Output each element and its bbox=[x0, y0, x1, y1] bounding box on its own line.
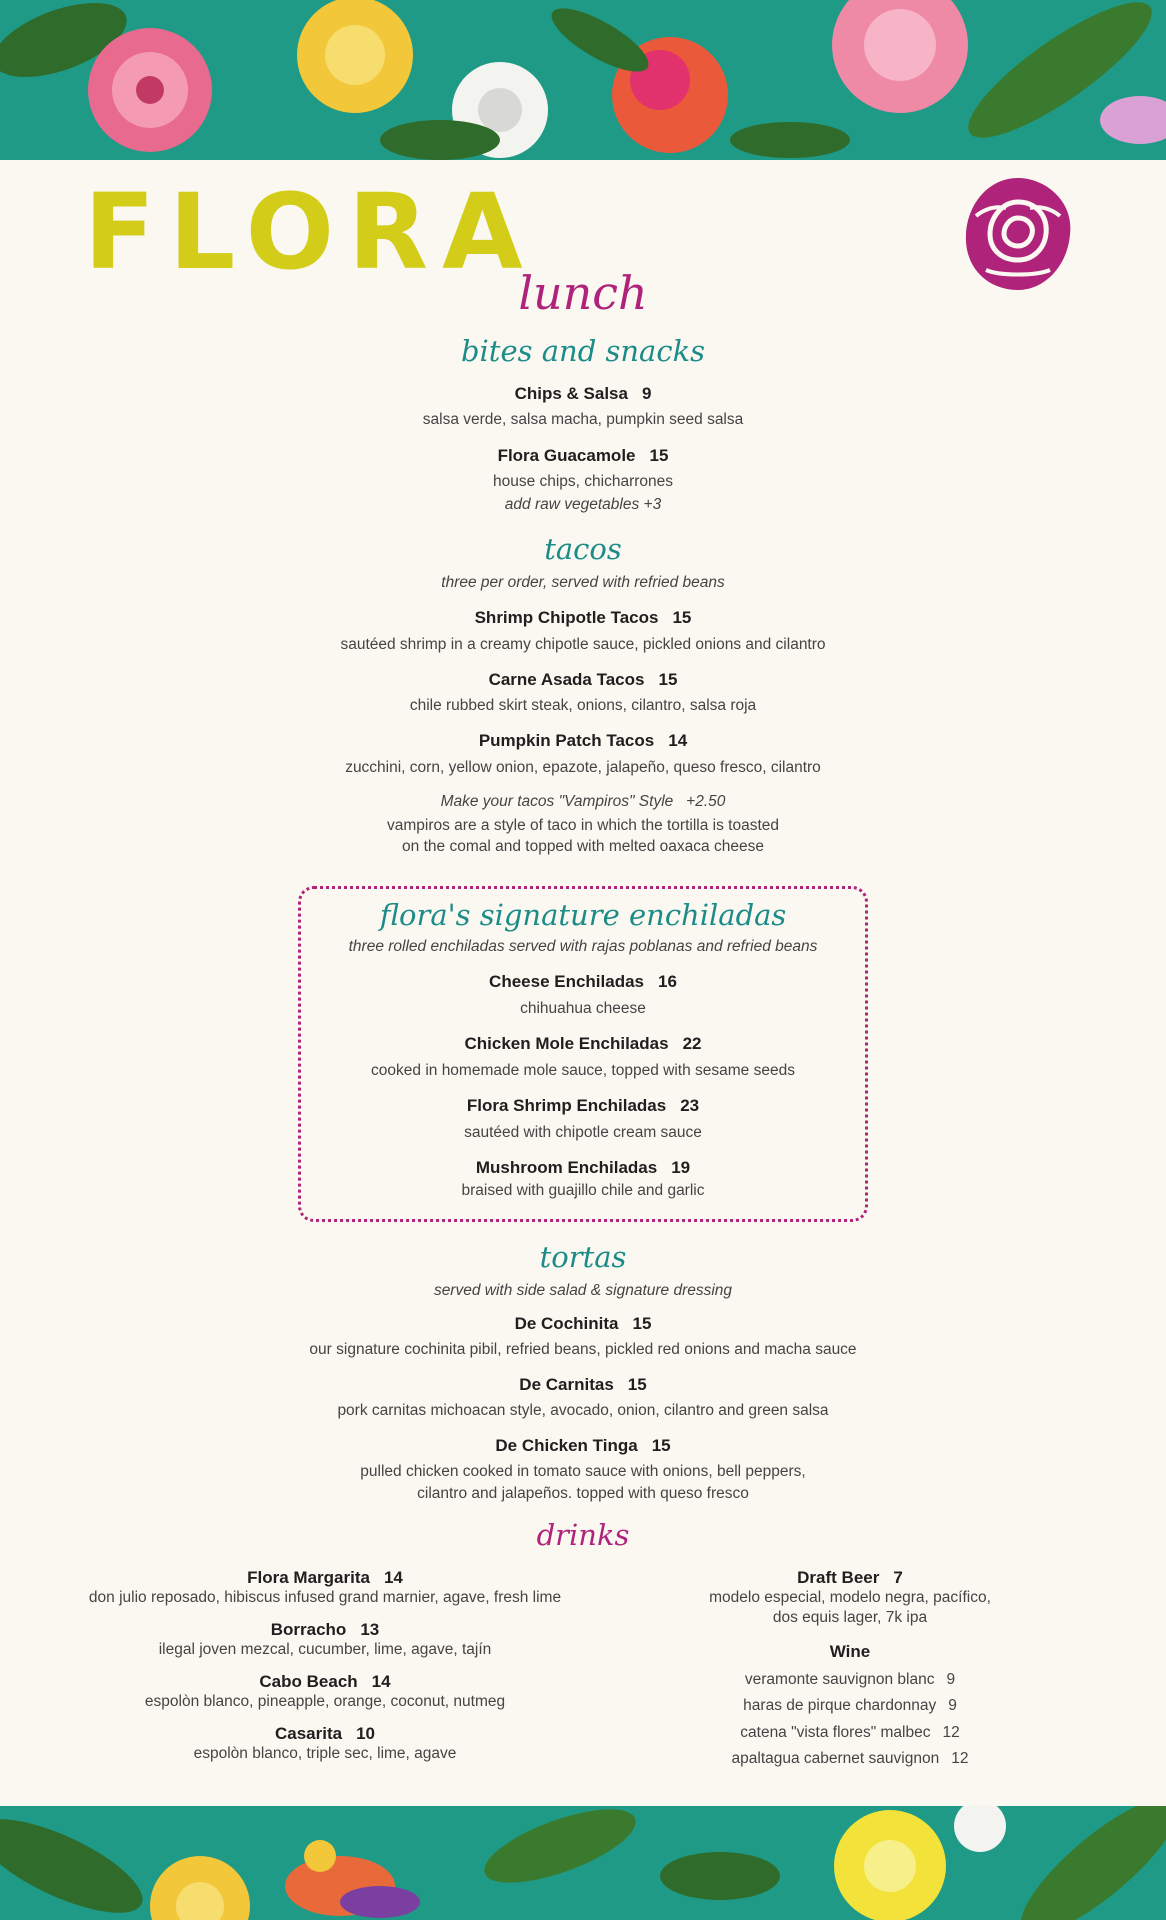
item-name: Chicken Mole Enchiladas bbox=[464, 1034, 669, 1053]
item-name: De Chicken Tinga bbox=[495, 1436, 638, 1455]
wine-price: 12 bbox=[942, 1723, 960, 1741]
item-description: don julio reposado, hibiscus infused grand marnier, agave, fresh lime bbox=[88, 1589, 562, 1606]
item-price: 14 bbox=[383, 1568, 403, 1587]
vampiros-description: vampiros are a style of taco in which the tortilla is toasted bbox=[387, 817, 779, 834]
item-name: Carne Asada Tacos bbox=[488, 670, 645, 689]
section-heading-enchiladas: flora's signature enchiladas bbox=[379, 898, 787, 932]
item-description: sautéed with chipotle cream sauce bbox=[464, 1124, 702, 1141]
menu-item bbox=[0, 1314, 1166, 1334]
menu-item bbox=[0, 731, 1166, 751]
menu-item bbox=[60, 1724, 590, 1744]
menu-item bbox=[0, 608, 1166, 628]
wine-price: 9 bbox=[948, 1697, 957, 1715]
wine-item bbox=[650, 1723, 1050, 1743]
wine-item bbox=[650, 1696, 1050, 1716]
menu-item bbox=[0, 1158, 1166, 1178]
section-heading-tortas: tortas bbox=[539, 1240, 627, 1274]
cocktails-column bbox=[60, 1568, 590, 1765]
item-price: 14 bbox=[668, 731, 688, 750]
item-description: our signature cochinita pibil, refried beans, pickled red onions and macha sauce bbox=[309, 1341, 857, 1358]
wine-name: haras de pirque chardonnay bbox=[743, 1697, 937, 1715]
section-heading-drinks: drinks bbox=[536, 1518, 630, 1552]
item-name: Flora Margarita bbox=[247, 1568, 370, 1587]
brand-logo: FLORA bbox=[84, 171, 537, 293]
section-heading-bites: bites and snacks bbox=[460, 334, 706, 368]
item-price: 9 bbox=[641, 384, 652, 403]
menu-item bbox=[0, 1096, 1166, 1116]
item-name: Shrimp Chipotle Tacos bbox=[474, 608, 659, 627]
item-description: pork carnitas michoacan style, avocado, onion, cilantro and green salsa bbox=[337, 1402, 829, 1419]
section-subtitle: three per order, served with refried beans bbox=[441, 574, 725, 591]
menu-title: lunch bbox=[518, 266, 648, 320]
wine-heading: Wine bbox=[829, 1642, 871, 1662]
item-description: chile rubbed skirt steak, onions, cilantro, salsa roja bbox=[409, 697, 757, 714]
item-price: 15 bbox=[632, 1314, 652, 1333]
menu-item bbox=[60, 1568, 590, 1588]
item-price: 10 bbox=[356, 1724, 376, 1744]
item-price: 15 bbox=[627, 1375, 647, 1394]
item-name: Mushroom Enchiladas bbox=[475, 1158, 658, 1177]
item-description: sautéed shrimp in a creamy chipotle sauce, pickled onions and cilantro bbox=[340, 636, 826, 653]
item-price: 15 bbox=[649, 446, 669, 465]
floral-illustration-top bbox=[0, 0, 1166, 160]
item-description: cooked in homemade mole sauce, topped with sesame seeds bbox=[371, 1062, 795, 1079]
item-description: espolòn blanco, triple sec, lime, agave bbox=[193, 1745, 457, 1763]
item-name: Draft Beer bbox=[797, 1568, 880, 1587]
item-price: 7 bbox=[893, 1568, 903, 1587]
item-description: modelo especial, modelo negra, pacífico, bbox=[709, 1589, 991, 1606]
floral-illustration-bottom bbox=[0, 1806, 1166, 1920]
item-price: 14 bbox=[371, 1672, 391, 1692]
item-note: add raw vegetables +3 bbox=[504, 496, 662, 513]
item-price: 13 bbox=[360, 1620, 380, 1640]
item-description: espolòn blanco, pineapple, orange, coconut, nutmeg bbox=[144, 1693, 506, 1711]
menu-item bbox=[60, 1620, 590, 1640]
item-name: Pumpkin Patch Tacos bbox=[478, 731, 655, 750]
item-description: dos equis lager, 7k ipa bbox=[772, 1609, 928, 1627]
item-description: chihuahua cheese bbox=[520, 1000, 646, 1017]
item-description: house chips, chicharrones bbox=[492, 473, 674, 490]
item-name: De Carnitas bbox=[519, 1375, 614, 1394]
item-name: Cabo Beach bbox=[259, 1672, 358, 1692]
menu-item bbox=[0, 972, 1166, 992]
wine-name: catena "vista flores" malbec bbox=[740, 1723, 931, 1741]
item-name: Cheese Enchiladas bbox=[489, 972, 645, 991]
item-name: Flora Guacamole bbox=[497, 446, 636, 465]
wine-price: 12 bbox=[951, 1749, 969, 1767]
section-heading-tacos: tacos bbox=[544, 532, 622, 566]
vampiros-option: Make your tacos "Vampiros" Style +2.50 bbox=[440, 793, 726, 810]
section-subtitle: three rolled enchiladas served with rajas poblanas and refried beans bbox=[348, 938, 818, 955]
item-description: zucchini, corn, yellow onion, epazote, jalapeño, queso fresco, cilantro bbox=[345, 759, 821, 776]
top-floral-banner bbox=[0, 0, 1166, 160]
menu-item bbox=[0, 670, 1166, 690]
item-name: Borracho bbox=[270, 1620, 347, 1640]
menu-item bbox=[0, 384, 1166, 404]
menu-item bbox=[0, 1436, 1166, 1456]
beer-wine-column bbox=[650, 1568, 1050, 1769]
item-description: ilegal joven mezcal, cucumber, lime, agave, tajín bbox=[158, 1641, 492, 1659]
item-price: 16 bbox=[658, 972, 677, 991]
item-description: salsa verde, salsa macha, pumpkin seed salsa bbox=[422, 411, 744, 428]
wine-price: 9 bbox=[946, 1671, 956, 1689]
wine-name: veramonte sauvignon blanc bbox=[744, 1671, 935, 1689]
menu-item bbox=[60, 1672, 590, 1692]
item-name: Casarita bbox=[274, 1724, 343, 1744]
vampiros-description: on the comal and topped with melted oaxaca cheese bbox=[402, 838, 764, 855]
bottom-floral-banner bbox=[0, 1806, 1166, 1920]
item-description: cilantro and jalapeños. topped with queso fresco bbox=[417, 1485, 749, 1502]
item-price: 23 bbox=[680, 1096, 700, 1115]
item-price: 22 bbox=[682, 1034, 702, 1053]
item-name: De Cochinita bbox=[514, 1314, 619, 1333]
menu-item bbox=[650, 1568, 1050, 1588]
menu-item bbox=[0, 446, 1166, 466]
menu-item bbox=[0, 1034, 1166, 1054]
item-name: Chips & Salsa bbox=[514, 384, 628, 403]
menu-item bbox=[0, 1375, 1166, 1395]
item-price: 19 bbox=[671, 1158, 691, 1177]
item-name: Flora Shrimp Enchiladas bbox=[466, 1096, 667, 1115]
section-subtitle: served with side salad & signature dressing bbox=[433, 1282, 733, 1299]
wine-item bbox=[650, 1670, 1050, 1690]
item-description: braised with guajillo chile and garlic bbox=[461, 1182, 705, 1199]
item-description: pulled chicken cooked in tomato sauce with onions, bell peppers, bbox=[360, 1463, 806, 1480]
item-price: 15 bbox=[658, 670, 678, 689]
item-price: 15 bbox=[651, 1436, 671, 1455]
wine-item bbox=[650, 1749, 1050, 1769]
item-price: 15 bbox=[672, 608, 692, 627]
wine-name: apaltagua cabernet sauvignon bbox=[731, 1749, 940, 1767]
